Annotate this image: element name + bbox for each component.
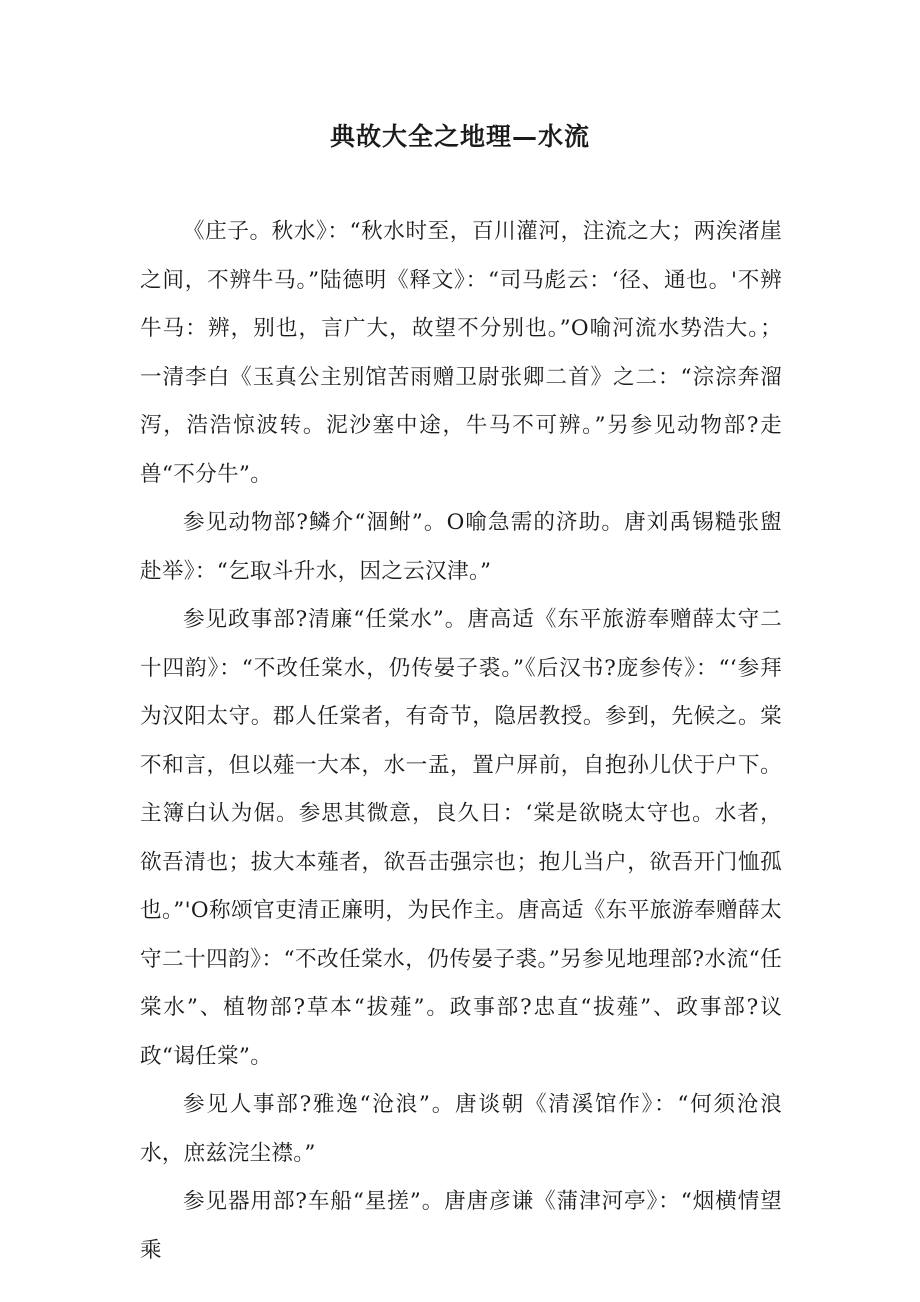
paragraph: 参见政事部?清廉“任棠水”。唐高适《东平旅游奉赠薛太守二十四韵》：“不改任棠水，仍传晏子裘。”《后汉书?庞参传》：“‘参拜为汉阳太守。郡人任棠者，有奇节，隐居教授。参到，先候之。棠不和言，但以薤一大本，水一盂，置户屏前，自抱孙儿伏于户下。主簿白认为倨。参思其微意，良久日：‘棠是欲晓太守也。水者，欲吾清也；拔大本薤者，欲吾击强宗也；抱儿当户，欲吾开门恤孤也。”'O称颂官吏清正廉明，为民作主。唐高适《东平旅游奉赠薛太守二十四韵》：“不改任棠水，仍传晏子裘。”另参见地理部?水流“任棠水”、植物部?草本“拔薤”。政事部?忠直“拔薤”、政事部?议政“谒任棠”。 bbox=[140, 607, 782, 1069]
document-body bbox=[140, 208, 782, 1275]
page-title: 典故大全之地理—水流 bbox=[329, 122, 590, 151]
paragraph: 参见人事部?雅逸“沧浪”。唐谈朝《清溪馆作》：“何须沧浪水，庶兹浣尘襟。” bbox=[140, 1092, 782, 1166]
paragraph: 参见动物部?鳞介“涸鲋”。O喻急需的济助。唐刘禹锡糙张盥赴举》：“乞取斗升水，因之云汉津。” bbox=[140, 510, 782, 584]
paragraph: 参见器用部?车船“星搓”。唐唐彦谦《蒲津河亭》：“烟横情望乘 bbox=[140, 1189, 782, 1263]
paragraph: 《庄子。秋水》：“秋水时至，百川灌河，注流之大；两涘渚崖之间，不辨牛马。”陆德明《释文》：“司马彪云：‘径、通也。'不辨牛马：辨，别也，言广大，故望不分别也。”O喻河流水势浩大。；一清李白《玉真公主别馆苦雨赠卫尉张卿二首》之二：“淙淙奔溜泻，浩浩惊波转。泥沙塞中途，牛马不可辨。”另参见动物部?走兽“不分牛”。 bbox=[140, 219, 782, 487]
